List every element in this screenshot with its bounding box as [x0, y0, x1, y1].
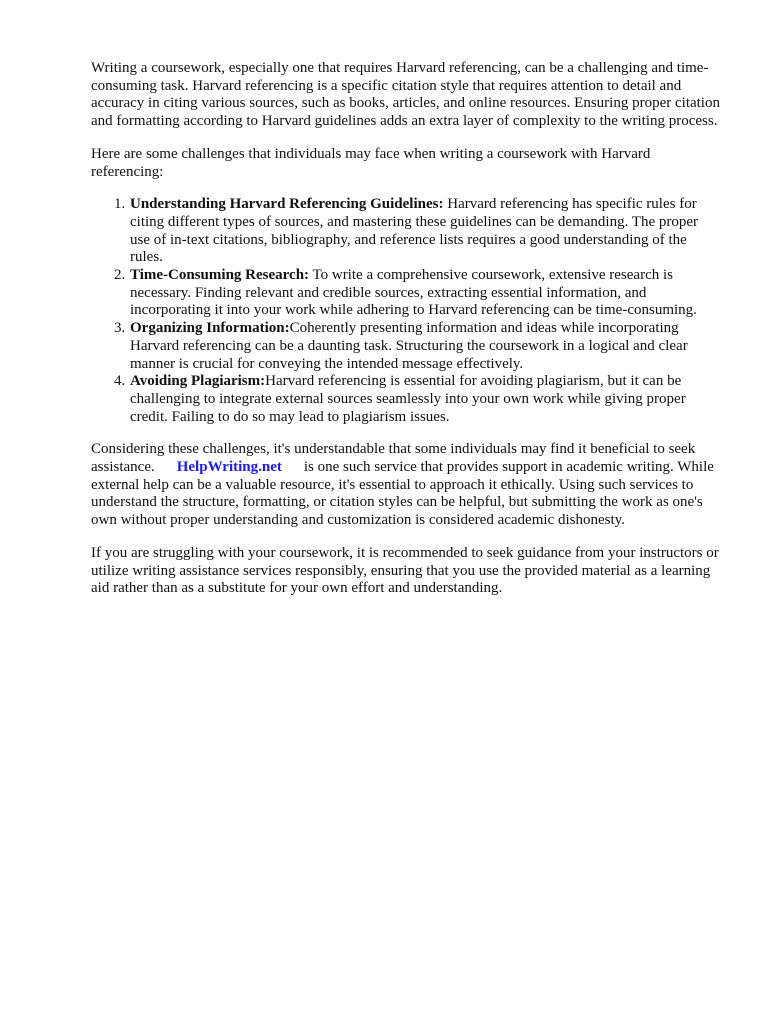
list-item-text: Coherently presenting information and ideas while incorporating Harvard referencing can be a daunting task. Structuring the coursework in a logical and clear manner is crucial for conveying the intended message effectively. [130, 320, 688, 372]
document-page [91, 60, 721, 613]
challenges-list [91, 196, 721, 426]
assistance-paragraph [91, 441, 721, 530]
closing-paragraph: If you are struggling with your coursework, it is recommended to seek guidance from your instructors or utilize writing assistance services responsibly, ensuring that you use the provided material as a learning aid rather than as a substitute for your own effort and understanding. [91, 544, 719, 597]
list-item [129, 320, 721, 373]
list-item-term: Understanding Harvard Referencing Guidelines: [130, 196, 444, 213]
assistance-text-after: is one such service that provides support in academic writing. While external help can be a valuable resource, it's essential to approach it ethically. Using such services to understand the structure, formatting, or citation styles can be helpful, but submitting the work as one's own without proper understanding and customization is considered academic dishonesty. [91, 459, 714, 529]
list-item [129, 196, 721, 267]
list-item-text: Harvard referencing has specific rules for citing different types of sources, and mastering these guidelines can be demanding. The proper use of in-text citations, bibliography, and reference lists requires a good understanding of the rules. [130, 196, 699, 266]
list-item-term: Avoiding Plagiarism: [130, 373, 266, 390]
list-item [129, 373, 721, 426]
list-item-term: Organizing Information: [130, 320, 290, 337]
list-item-term: Time-Consuming Research: [130, 267, 310, 284]
list-item [129, 267, 721, 320]
intro-paragraph: Writing a coursework, especially one that requires Harvard referencing, can be a challenging and time-consuming task. Harvard referencing is a specific citation style that requires attention to detail and accuracy in citing various sources, such as books, articles, and online resources. Ensuring proper citation and formatting according to Harvard guidelines adds an extra layer of complexity to the writing process. [91, 60, 720, 130]
challenges-intro-paragraph: Here are some challenges that individuals may face when writing a coursework with Harvard referencing: [91, 145, 651, 180]
assistance-text-before: Considering these challenges, it's understandable that some individuals may find it beneficial to seek assistance. [91, 441, 696, 476]
list-item-text: To write a comprehensive coursework, extensive research is necessary. Finding relevant and credible sources, extracting essential information, and incorporating it into your work while adhering to Harvard referencing can be time-consuming. [130, 267, 697, 319]
list-item-text: Harvard referencing is essential for avoiding plagiarism, but it can be challenging to integrate external sources seamlessly into your own work while giving proper credit. Failing to do so may lead to plagiarism issues. [130, 373, 686, 425]
helpwriting-link[interactable]: HelpWriting.net [176, 459, 282, 476]
